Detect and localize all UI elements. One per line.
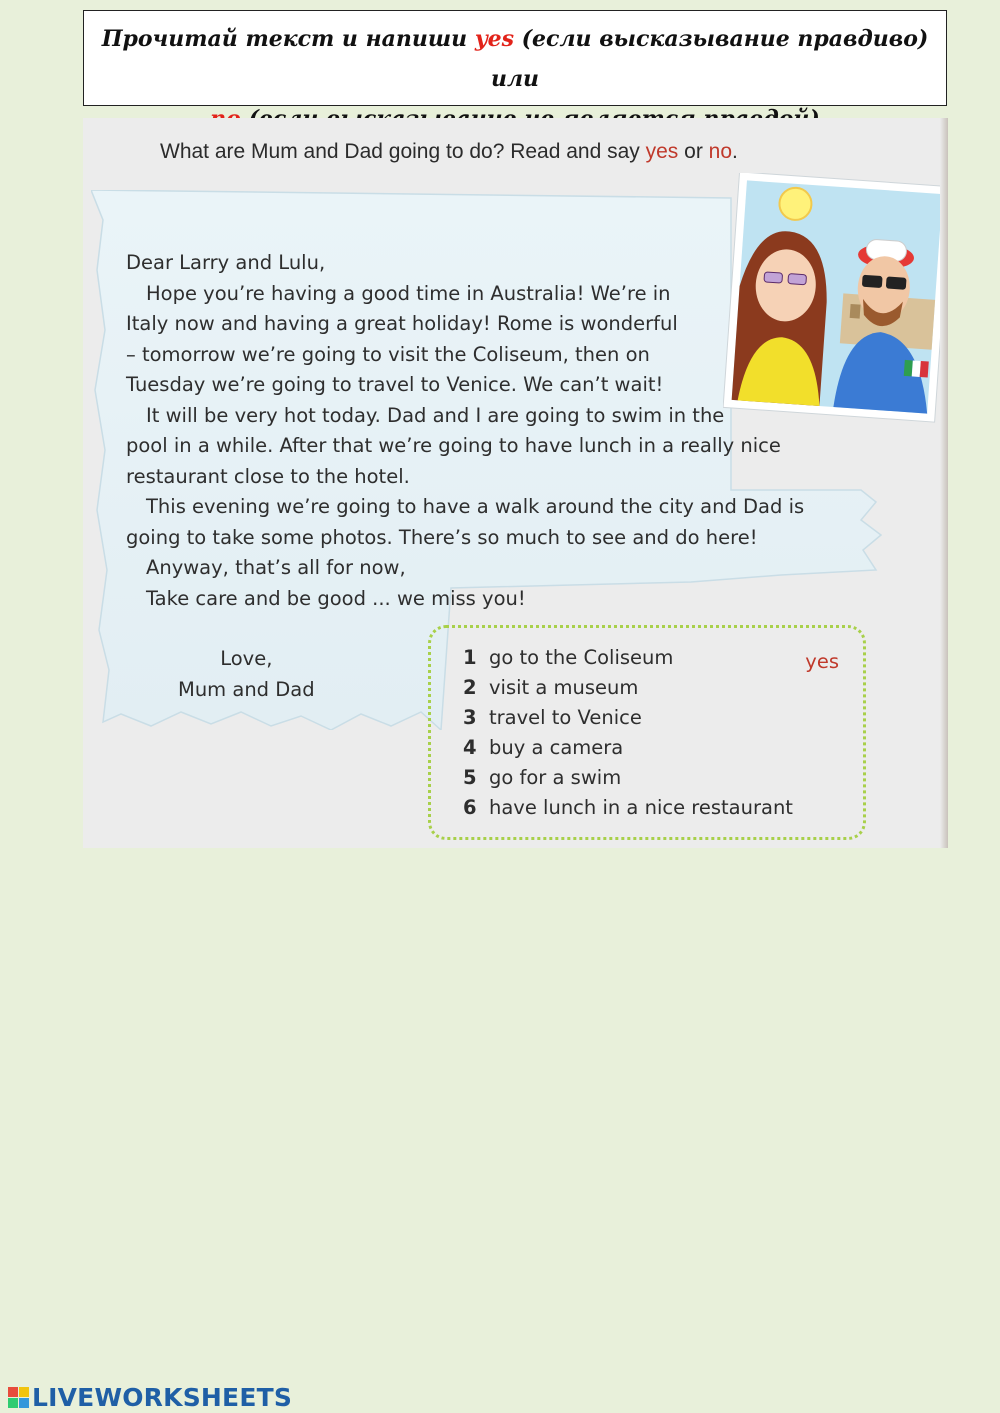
statement-item	[463, 646, 673, 669]
instruction-line-1	[84, 19, 946, 99]
statement-number: 6	[463, 796, 477, 819]
instruction-box	[83, 10, 947, 106]
statement-item	[463, 736, 623, 759]
statement-item	[463, 766, 621, 789]
example-answer: yes	[805, 650, 839, 673]
letter-signature	[178, 643, 315, 705]
heading-or: or	[678, 140, 709, 163]
exercise-heading	[160, 140, 738, 164]
page-edge-shadow	[940, 118, 948, 848]
statement-item	[463, 676, 638, 699]
statement-text: have lunch in a nice restaurant	[489, 796, 793, 819]
letter-line: Anyway, that’s all for now,	[146, 556, 406, 579]
heading-yes: yes	[645, 140, 679, 163]
brand-name: LIVEWORKSHEETS	[32, 1382, 293, 1412]
letter-line: Dear Larry and Lulu,	[126, 251, 326, 274]
signature-names: Mum and Dad	[178, 678, 315, 701]
letter-line: Hope you’re having a good time in Australia! We’re in	[146, 281, 671, 305]
statement-number: 4	[463, 736, 477, 759]
statement-number: 5	[463, 766, 477, 789]
statement-text: go to the Coliseum	[489, 646, 674, 669]
statement-text: visit a museum	[489, 676, 639, 699]
statement-text: travel to Venice	[489, 706, 642, 729]
letter-line: It will be very hot today. Dad and I are going to swim in the	[146, 403, 725, 427]
letter-line: restaurant close to the hotel.	[126, 464, 410, 488]
statement-number: 3	[463, 706, 477, 729]
instruction-yes-word: yes	[474, 26, 514, 52]
textbook-page	[83, 118, 948, 848]
instruction-text: (если высказывание правдиво) или	[490, 26, 929, 92]
heading-no: no	[708, 140, 733, 163]
letter-line: – tomorrow we’re going to visit the Coliseum, then on	[126, 342, 650, 366]
sun-icon	[778, 187, 812, 221]
statement-number: 2	[463, 676, 477, 699]
liveworksheets-logo-icon	[8, 1387, 29, 1408]
statement-number: 1	[463, 646, 477, 669]
heading-text: What are Mum and Dad going to do? Read and say	[160, 140, 646, 163]
letter-line: This evening we’re going to have a walk around the city and Dad is	[146, 495, 805, 518]
letter-line: Tuesday we’re going to travel to Venice. We can’t wait!	[126, 373, 664, 396]
statement-text: buy a camera	[489, 736, 624, 759]
liveworksheets-brand[interactable]	[8, 1383, 292, 1411]
letter-line: Italy now and having a great holiday! Rome is wonderful	[126, 312, 678, 335]
letter-line: pool in a while. After that we’re going to have lunch in a really nice	[126, 434, 781, 457]
letter-line: going to take some photos. There’s so much to see and do here!	[126, 525, 758, 549]
statements-box	[428, 625, 866, 840]
statement-text: go for a swim	[489, 766, 622, 789]
letter-line: Take care and be good ... we miss you!	[146, 586, 526, 610]
instruction-text: Прочитай текст и напиши	[101, 26, 475, 52]
statement-item	[463, 796, 793, 819]
letter-body	[126, 248, 886, 614]
signature-love: Love,	[220, 647, 273, 670]
statement-item	[463, 706, 642, 729]
heading-period: .	[732, 140, 738, 163]
